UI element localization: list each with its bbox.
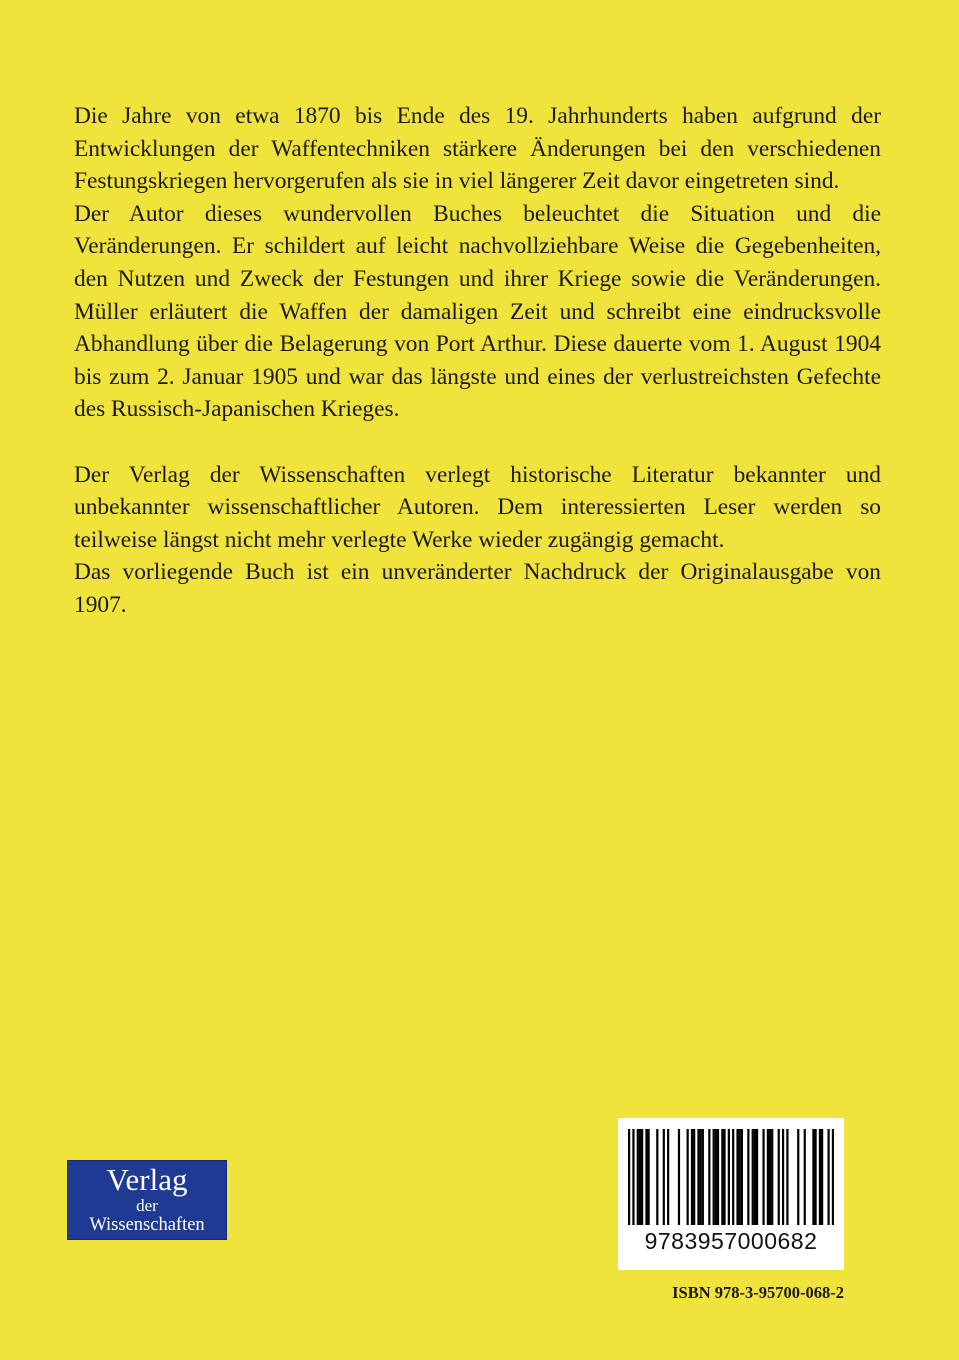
barcode-bar [814,1129,816,1225]
publisher-logo-line-1: Verlag [106,1162,188,1197]
barcode-bar [804,1129,806,1225]
barcode-bar [797,1129,799,1225]
barcode-bar [702,1129,704,1225]
barcode-bar [713,1129,715,1225]
barcode-bar [769,1129,771,1225]
barcode-bar [752,1129,754,1225]
blurb-paragraph-3: Der Verlag der Wissenschaften verlegt historische Literatur bekannter und unbekannter wissenschaftlicher Autoren. Dem interessierten Leser werden so teilweise längst nicht mehr verlegte Werke wieder zugängig gemacht. [74,461,881,553]
barcode-bar [821,1129,823,1225]
barcode-bar [639,1129,641,1225]
barcode-bar [628,1129,630,1225]
barcode-bar [771,1129,773,1225]
barcode-bar [656,1129,658,1225]
barcode-bar [641,1129,643,1225]
publisher-logo-line-2: der [136,1196,158,1215]
barcode-bar [721,1129,723,1225]
barcode-bar [741,1129,743,1225]
back-cover-blurb [74,100,881,622]
barcode-bar [632,1129,634,1225]
barcode-bar [767,1129,769,1225]
publisher-logo-line-3: Wissenschaften [89,1215,205,1235]
barcode-bar [697,1129,699,1225]
barcode-bar [691,1129,693,1225]
barcode-bar [812,1129,814,1225]
barcode-bar [827,1129,829,1225]
barcode-bar [778,1129,780,1225]
barcode-bar [782,1129,784,1225]
barcode-bar [786,1129,788,1225]
barcode-bar [832,1129,834,1225]
barcode-bar [645,1129,647,1225]
barcode-icon [628,1129,834,1225]
barcode-bar [762,1129,764,1225]
barcode-bar [756,1129,758,1225]
barcode-bar [715,1129,717,1225]
barcode-bar [637,1129,639,1225]
barcode-bar [728,1129,730,1225]
barcode-bar [717,1129,719,1225]
barcode-bar [754,1129,756,1225]
blurb-paragraph-1: Die Jahre von etwa 1870 bis Ende des 19. Jahrhunderts haben aufgrund der Entwicklungen der Waffentechniken stärkere Änderungen bei den verschiedenen Festungskriegen hervorgerufen als sie in viel längerer Zeit davor eingetreten sind. [74,103,881,195]
isbn-label: ISBN 978-3-95700-068-2 [672,1283,844,1302]
barcode-bar [736,1129,738,1225]
blurb-paragraph-4: Das vorliegende Buch ist ein unveränderter Nachdruck der Originalausgabe von 1907. [74,559,881,618]
barcode-bar [739,1129,741,1225]
blurb-paragraph-2: Der Autor dieses wundervollen Buches beleuchtet die Situation und die Veränderungen. Er schildert auf leicht nachvollziehbare Weise die Gegebenheiten, den Nutzen und Zweck der Festungen und ihrer Kriege sowie die Veränderungen. Müller erläutert die Waffen der damaligen Zeit und schreibt eine eindrucksvolle Abhandlung über die Belagerung von Port Arthur. Diese dauerte vom 1. August 1904 bis zum 2. Januar 1905 und war das längste und eines der verlustreichsten Gefechte des Russisch-Japanischen Krieges. [74,200,881,423]
barcode-digits: 9783957000682 [644,1228,818,1254]
barcode-bar [747,1129,749,1225]
barcode-bar [723,1129,725,1225]
publisher-logo [67,1160,227,1240]
barcode-panel [618,1118,844,1270]
barcode-bar [667,1129,669,1225]
barcode-bar [708,1129,710,1225]
barcode-bar [693,1129,695,1225]
barcode-bar [678,1129,680,1225]
barcode-bar [700,1129,702,1225]
barcode-bar [819,1129,821,1225]
barcode-bar [687,1129,689,1225]
barcode-bar [648,1129,650,1225]
barcode-bar [732,1129,734,1225]
barcode-bar [663,1129,665,1225]
